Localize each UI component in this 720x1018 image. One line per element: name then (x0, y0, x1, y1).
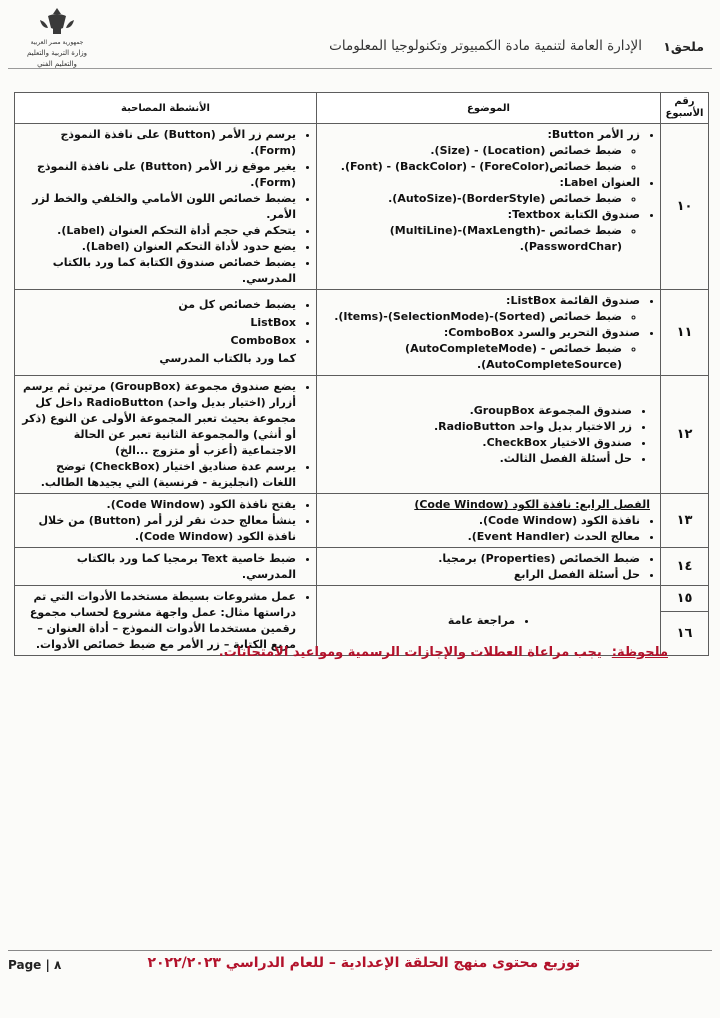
week-number: ١٤ (661, 548, 709, 586)
footer-divider (8, 950, 712, 951)
page-header (0, 0, 720, 80)
chapter-heading: الفصل الرابع: نافذة الكود (Code Window) (414, 498, 650, 511)
topic-cell (317, 290, 661, 376)
activity-item: • ضبط خاصية Text برمجيا كما ورد بالكتاب المدرسي. (21, 551, 296, 583)
activity-item: • ComboBox (21, 332, 296, 350)
activity-item: • يضع صندوق مجموعة (GroupBox) مرتين ثم يرسم أزرار (اختيار بديل واحد) RadioButton داخل كل مجموعة بحيث تعبر المجموعة الأولى عن النوع (ذكر أو أنثي) والمجموعة الثانية تعبر عن الحالة الاجتماعية (أعزب أو متزوج ...الخ) (21, 379, 296, 459)
activities-cell (15, 548, 317, 586)
activity-item: • يتحكم في حجم أداة التحكم العنوان (Label). (21, 223, 296, 239)
table-row (15, 124, 709, 290)
curriculum-table (14, 92, 709, 656)
topic-cell (317, 494, 661, 548)
week-number: ١٦ (661, 612, 709, 656)
week-number: ١٣ (661, 494, 709, 548)
topic-item: • العنوان Label: ◦ ضبط خصائص (BorderStyle)-(AutoSize). (323, 175, 640, 207)
activity-item: • ينشأ معالج حدث نقر لزر أمر (Button) من خلال نافذة الكود (Code Window). (21, 513, 296, 545)
topic-subitem: ◦ ضبط خصائص - (AutoCompleteMode) (AutoCompleteSource). (323, 341, 622, 373)
activity-item: • عمل مشروعات بسيطة مستخدما الأدوات التي تم دراستها مثال: عمل واجهة مشروع لحساب مجموع رقمين مستخدما الأدوات النموذج – أداة العنوان – مربع الكتابة – زر الأمر مع ضبط خصائص الأدوات. (21, 589, 296, 653)
activities-cell (15, 290, 317, 376)
table-header-row (15, 93, 709, 124)
topic-item: • صندوق القائمة ListBox: ◦ ضبط خصائص (Sorted)-(SelectionMode)-(Items). (323, 293, 640, 325)
page-number: Page | ٨ (8, 958, 62, 972)
topic-item: • حل أسئلة الفصل الثالث. (323, 451, 632, 467)
header-topic: الموضوع (317, 93, 661, 124)
topic-item: • معالج الحدث (Event Handler). (323, 529, 640, 545)
activity-item: • يفتح نافذة الكود (Code Window). (21, 497, 296, 513)
topic-subitem: ◦ ضبط خصائص (BorderStyle)-(AutoSize). (323, 191, 622, 207)
topic-cell (317, 376, 661, 494)
topic-item: • صندوق التحرير والسرد ComboBox: ◦ ضبط خصائص - (AutoCompleteMode) (AutoCompleteSource). (323, 325, 640, 373)
activity-item: • يضبط خصائص اللون الأمامي والخلفي والخط لزر الأمر. (21, 191, 296, 223)
activities-cell (15, 124, 317, 290)
topic-item: • صندوق الاختيار CheckBox. (323, 435, 632, 451)
topic-item: • حل أسئلة الفصل الرابع (323, 567, 640, 583)
week-number: ١٥ (661, 586, 709, 612)
activities-cell (15, 494, 317, 548)
activity-item: • يضبط خصائص كل من (21, 296, 296, 314)
topic-item: • صندوق الكتابة Textbox: ◦ ضبط خصائص -(MaxLength)-(MultiLine) (PasswordChar). (323, 207, 640, 255)
logo-line-2: وزارة التربية والتعليم (26, 49, 88, 57)
logo-line-3: والتعليم الفني (37, 60, 77, 68)
table-row (15, 376, 709, 494)
header-title: الإدارة العامة لتنمية مادة الكمبيوتر وتكنولوجيا المعلومات (329, 38, 642, 54)
activity-item: • يرسم عدة صناديق اختيار (CheckBox) توضح اللغات (انجليزية - فرنسية) التي يجيدها الطالب. (21, 459, 296, 491)
topic-item: • صندوق المجموعة GroupBox. (323, 403, 632, 419)
header-activities: الأنشطة المصاحبة (15, 93, 317, 124)
annex-label: ملحق١ (663, 39, 704, 54)
header-week: رقم الأسبوع (661, 93, 709, 124)
topic-subitem: ◦ ضبط خصائص -(MaxLength)-(MultiLine) (PasswordChar). (323, 223, 622, 255)
activity-note: كما ورد بالكتاب المدرسي (159, 352, 296, 365)
table-row (15, 548, 709, 586)
topic-item: • نافذة الكود (Code Window). (323, 513, 640, 529)
week-number: ١٠ (661, 124, 709, 290)
activity-item: • يضبط خصائص صندوق الكتابة كما ورد بالكتاب المدرسي. (21, 255, 296, 287)
activity-item: • يضع حدود لأداة التحكم العنوان (Label). (21, 239, 296, 255)
topic-subitem: ◦ ضبط خصائص (Location) - (Size). (323, 143, 622, 159)
topic-cell (317, 124, 661, 290)
topic-subitem: ◦ ضبط خصائص(ForeColor) - (BackColor) - (Font). (323, 159, 622, 175)
topic-item: • ضبط الخصائص (Properties) برمجيا. (323, 551, 640, 567)
topic-subitem: ◦ ضبط خصائص (Sorted)-(SelectionMode)-(Items). (323, 309, 622, 325)
logo-line-1: جمهورية مصر العربية (30, 39, 84, 46)
header-divider (8, 68, 712, 69)
topic-item: • مراجعة عامة (448, 614, 515, 627)
topic-cell (317, 548, 661, 586)
activities-cell (15, 376, 317, 494)
week-number: ١٢ (661, 376, 709, 494)
week-number: ١١ (661, 290, 709, 376)
table-row (15, 494, 709, 548)
note-label: ملحوظة: (611, 645, 668, 660)
table-row (15, 290, 709, 376)
topic-item: • زر الأمر Button: ◦ ضبط خصائص (Location) - (Size). ◦ ضبط خصائص(ForeColor) - (BackColor) - (Font). (323, 127, 640, 175)
footer-title: توزيع محتوى منهج الحلقة الإعدادية – للعام الدراسي ٢٠٢٢/٢٠٢٣ (147, 955, 580, 971)
ministry-logo (26, 6, 88, 72)
topic-item: • زر الاختيار بديل واحد RadioButton. (323, 419, 632, 435)
note (219, 645, 668, 660)
activity-item: • ListBox (21, 314, 296, 332)
note-text: يجب مراعاة العطلات والإجازات الرسمية ومواعيد الامتحانات. (218, 645, 602, 660)
activity-item: • يرسم زر الأمر (Button) على نافذة النموذج (Form). (21, 127, 296, 159)
table-row (15, 586, 709, 612)
activity-item: • يغير موقع زر الأمر (Button) على نافذة النموذج (Form). (21, 159, 296, 191)
